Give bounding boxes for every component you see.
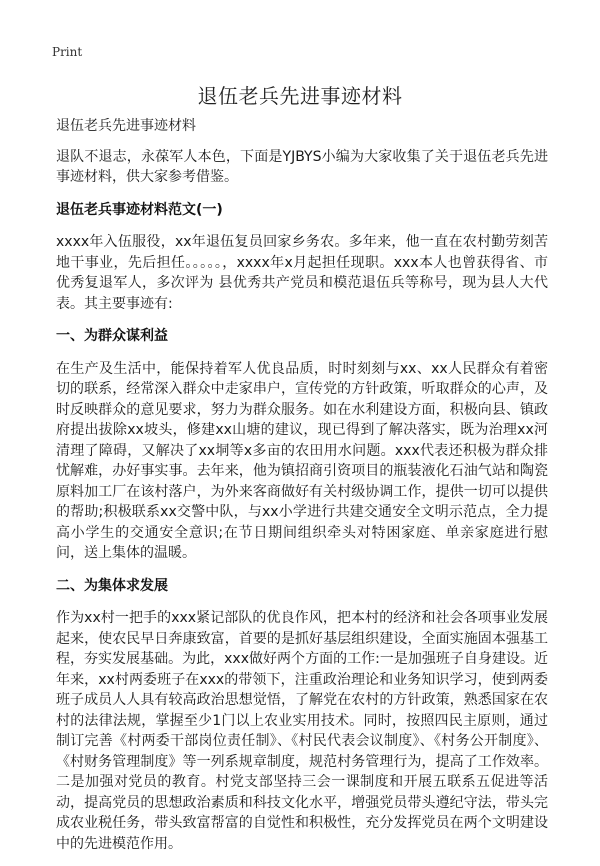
part1-paragraph: 在生产及生活中，能保持着军人优良品质，时时刻刻与xx、xx人民群众有着密切的联系，经常深入群众中走家串户，宣传党的方针政策，听取群众的心声，及时反映群众的意见要求，努力为群众服务。如在水利建设方面，积极向县、镇政府提出拔除xx坡头，修建xx山塘的建议，现已得到了解决落实，既为治理xx河清理了障碍，又解决了xx垌等x多亩的农田用水问题。xxx代表还积极为群众排忧解难，办好事实事。去年来，他为镇招商引资项目的瓶装液化石油气站和陶瓷原料加工厂在该村落户，为外来客商做好有关村级协调工作，提供一切可以提供的帮助;积极联系xx交警中队，与xx小学进行共建交通安全文明示范点，全力提高小学生的交通安全意识;在节日期间组织牵头对特困家庭、单亲家庭进行慰问，送上集体的温暖。	[56, 360, 548, 561]
document-body	[56, 116, 548, 866]
part1-heading: 一、为群众谋利益	[56, 328, 168, 344]
intro-paragraph: 退队不退志，永葆军人本色，下面是YJBYS小编为大家收集了关于退伍老兵先进事迹材料，供大家参考借鉴。	[56, 148, 548, 185]
print-label[interactable]: Print	[52, 45, 83, 59]
opening-paragraph: xxxx年入伍服役，xx年退伍复员回家乡务农。多年来，他一直在农村勤劳刻苦地干事业，先后担任。。。。。，xxxx年x月起担任现职。xxx本人也曾获得省、市优秀复退军人，多次评为 县优秀共产党员和模范退伍兵等称号，现为县人大代表。其主要事迹有:	[56, 234, 548, 312]
part2-heading: 二、为集体求发展	[56, 577, 168, 594]
document-subtitle: 退伍老兵先进事迹材料	[56, 118, 196, 134]
page-title: 退伍老兵先进事迹材料	[197, 84, 403, 108]
part2-paragraph: 作为xx村一把手的xxx紧记部队的优良作风，把本村的经济和社会各项事业发展起来，使农民早日奔康致富，首要的是抓好基层组织建设，全面实施固本强基工程，夯实发展基础。为此，xxx做好两个方面的工作:一是加强班子自身建设。近年来，xx村两委班子在xxx的带领下，注重政治理论和业务知识学习，使到两委班子成员人人具有较高政治思想觉悟，了解党在农村的方针政策，熟悉国家在农村的法律法规，掌握至少1门以上农业实用技术。同时，按照四民主原则，通过制订完善《村两委干部岗位责任制》、《村民代表会议制度》、《村务公开制度》、《村财务管理制度》等一列系规章制度，规范村务管理行为，提高了工作效率。二是加强对党员的教育。村党支部坚持三会一课制度和开展五联系五促进等活动，提高党员的思想政治素质和科技文化水平，增强党员带头遵纪守法，带头完成农业税任务，带头致富帮富的自觉性和积极性，充分发挥党员在两个文明建设中的先进模范作用。	[56, 610, 548, 852]
section-heading: 退伍老兵事迹材料范文(一)	[56, 201, 223, 218]
